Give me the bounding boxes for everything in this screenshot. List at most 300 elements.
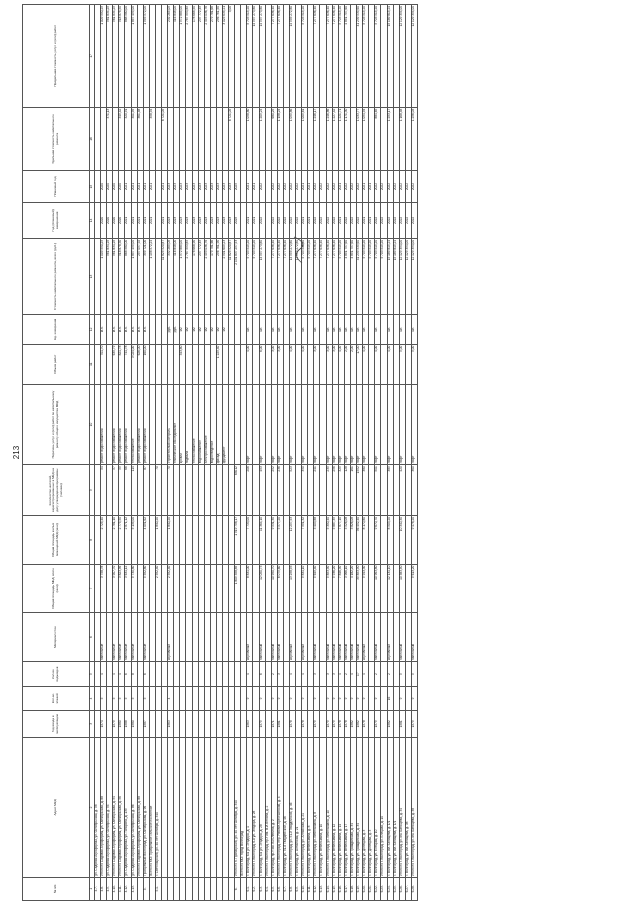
column-header: Количество жителей, зарегистрированных в МКД на дату утверждения программы (человек) <box>23 465 90 516</box>
table-cell: лифт <box>290 384 296 464</box>
table-cell: м.п. <box>101 315 107 345</box>
table-cell: 6,00 <box>259 344 265 384</box>
table-cell: 1 246,86 <box>326 107 332 170</box>
table-cell: м.п. <box>137 315 143 345</box>
table-cell: шт. <box>344 315 350 345</box>
table-cell: лифт <box>314 384 320 464</box>
table-cell: 5 <box>101 687 107 710</box>
table-cell: 3 <box>326 661 332 686</box>
table-cell: 6.1. <box>247 877 253 900</box>
table-cell: 1 840,20 <box>168 516 174 565</box>
table-cell: 1 972 885,00 <box>180 238 186 314</box>
table-cell: 7 277 636,40 <box>320 238 326 314</box>
table-cell: 1988 <box>125 710 131 738</box>
table-cell: 2 <box>271 661 277 686</box>
table-cell: 237 772,49 <box>198 238 204 314</box>
column-number: 5 <box>90 661 95 686</box>
table-cell: 2023 <box>198 202 204 238</box>
table-cell: 4 <box>119 661 125 686</box>
table-cell: 2022 <box>411 171 417 203</box>
table-cell: 5 <box>143 687 149 710</box>
table-cell: ул. Садовая Агрофирмы, ул. Октябрьская, д. 94 <box>107 738 113 878</box>
column-number: 7 <box>90 564 95 613</box>
table-cell: 2023 <box>168 202 174 238</box>
table-cell: лифт <box>411 384 417 464</box>
table-cell: 3 403,88 <box>314 516 320 565</box>
table-cell: 11 825 920,87 <box>229 238 235 314</box>
table-cell: 57 <box>113 465 119 516</box>
table-cell: 1 171,30 <box>344 107 350 170</box>
table-cell: 1 198,24 <box>277 107 283 170</box>
column-header: Объем работ <box>23 344 90 384</box>
table-cell: шт. <box>375 315 381 345</box>
table-cell: г. Волгоград, ул. Вебельмана, д. 17 <box>344 738 350 878</box>
table-cell: 39 893,90 <box>357 564 363 613</box>
table-cell: 5 135,00 <box>131 516 137 565</box>
table-cell: лифт <box>344 384 350 464</box>
table-cell: Всего по МО: Прибрежное сельское поселение <box>149 738 155 878</box>
table-cell: г. Волгоград, ул. Вебельмана, д. 14 <box>338 738 344 878</box>
table-cell: 161 <box>350 465 356 516</box>
table-cell: Итого по г. Волгоград, ул. им. Батищева, д. 38 <box>411 738 417 878</box>
table-cell: 4.8. <box>101 877 107 900</box>
table-cell: 54 <box>101 465 107 516</box>
table-cell: 3 025 635,21 <box>222 5 228 108</box>
table-cell: 7 277 636,40 <box>277 238 283 314</box>
column-number: 12 <box>90 315 95 345</box>
table-cell: 358,94 <box>149 107 155 170</box>
column-number: 6 <box>90 613 95 662</box>
table-cell: ремонт водоснабжения <box>125 384 131 464</box>
table-cell: панельный <box>326 613 332 662</box>
table-cell: 63012 <box>235 465 241 516</box>
table-cell: 3 631,12 <box>125 564 131 613</box>
table-cell: 4,00 <box>375 344 381 384</box>
table-cell: 9 <box>247 687 253 710</box>
table-cell: 2022 <box>259 171 265 203</box>
table-cell: 206 <box>247 465 253 516</box>
table-cell: г. Волгоград, ул. Донецкая, д. 3 <box>363 738 369 878</box>
table-cell: 1 595 972,00 <box>143 5 149 108</box>
table-cell: фасад <box>216 384 222 464</box>
table-cell: 1982 <box>387 710 393 738</box>
table-cell: 2022 <box>357 171 363 203</box>
table-cell: 2021 <box>338 171 344 203</box>
table-cell: 4 851 757,60 <box>344 5 350 108</box>
table-cell: 1979 <box>332 710 338 738</box>
table-cell: 114 <box>131 465 137 516</box>
column-number: 16 <box>90 107 95 170</box>
table-cell: 918 878,50 <box>119 5 125 108</box>
table-cell: 2020 <box>119 171 125 203</box>
table-cell: шт. <box>290 315 296 345</box>
table-cell: 1 209,24 <box>259 107 265 170</box>
table-cell: 2 <box>375 661 381 686</box>
table-cell: г. Волгоград, ул. Гражданская, д. 34 <box>350 738 356 878</box>
table-cell: 12 129 394,00 <box>399 5 405 108</box>
table-cell: 59 <box>119 465 125 516</box>
column-number: 3 <box>90 710 95 738</box>
table-cell: 12 257,93 <box>290 516 296 565</box>
table-cell: лифт <box>357 384 363 464</box>
table-cell: панельный <box>259 613 265 662</box>
table-cell: 6.25. <box>393 877 399 900</box>
table-cell: 2022 <box>271 202 277 238</box>
table-cell: 15 189 815,24 <box>393 238 399 314</box>
table-cell: 1963 <box>168 710 174 738</box>
table-cell: 7 877,10 <box>338 516 344 565</box>
table-cell: панельный <box>332 613 338 662</box>
table-cell: 70 <box>168 465 174 516</box>
table-cell: 3 526,08 <box>344 516 350 565</box>
table-cell: 9 531,30 <box>271 516 277 565</box>
table-cell: 1 009 990,29 <box>101 238 107 314</box>
table-cell: 493 <box>259 465 265 516</box>
table-cell: 6.17. <box>344 877 350 900</box>
table-cell: г. Волгоград, ул. 51-й Гвардейской, д. 46 <box>283 738 289 878</box>
table-cell: шт. <box>338 315 344 345</box>
table-cell: 4,00 <box>247 344 253 384</box>
column-number: 14 <box>90 202 95 238</box>
table-cell: 3 <box>332 661 338 686</box>
table-cell: г. Волгоград, ул. Вебельмана, д. 12 <box>332 738 338 878</box>
table-cell: 9 <box>290 687 296 710</box>
table-cell: 1982 <box>357 710 363 738</box>
table-cell: 2 <box>387 661 393 686</box>
table-cell: г. Волгоград, ул. Вебельмана, д. 10 <box>320 738 326 878</box>
table-cell: 5 887,39 <box>332 516 338 565</box>
table-cell: Итого по Садовая Агрофирмы, ул. Октябрьская, д. 88 <box>137 738 143 878</box>
table-cell: 1 009 990,29 <box>101 5 107 108</box>
table-cell: м2 <box>222 315 228 345</box>
table-cell: лифт <box>338 384 344 464</box>
table-cell: кирпичный <box>168 613 174 662</box>
table-cell: 296 761,90 <box>216 5 222 108</box>
table-cell: 5,00 <box>399 344 405 384</box>
table-cell: 4 <box>363 661 369 686</box>
table-cell: руб. <box>168 315 174 345</box>
table-cell: 626,00 <box>137 344 143 384</box>
table-cell: 2022 <box>326 171 332 203</box>
table-cell: 701,70 <box>101 344 107 384</box>
table-cell: 7 733,00 <box>247 516 253 565</box>
table-cell: 635,79 <box>113 344 119 384</box>
table-cell: 9 <box>326 687 332 710</box>
header-row <box>23 5 90 901</box>
table-cell: 6.18. <box>350 877 356 900</box>
table-cell: 235 <box>326 465 332 516</box>
table-cell: 961 834,25 <box>107 5 113 108</box>
table-cell: 9 <box>332 687 338 710</box>
table-cell: 2022 <box>271 171 277 203</box>
table-cell: м2 <box>204 315 210 345</box>
table-cell: 5. <box>143 877 149 900</box>
table-cell: 6 079,60 <box>277 564 283 613</box>
table-cell: 9 703 515,20 <box>338 238 344 314</box>
table-cell: Итого по г. Волгоград, пер. Рабоче-Крестьянский, д. 4 <box>277 738 283 878</box>
table-cell: м.п. <box>125 315 131 345</box>
table-cell: 2022 <box>350 171 356 203</box>
table-cell: 9 <box>350 687 356 710</box>
table-cell: 5 <box>411 661 417 686</box>
table-cell: 1981 <box>277 710 283 738</box>
table-cell: 13 298,93 <box>290 564 296 613</box>
table-cell: 4 <box>302 661 308 686</box>
table-cell: электроснабжение <box>204 384 210 464</box>
table-cell: 4,00 <box>363 344 369 384</box>
table-cell: 2023 <box>174 171 180 203</box>
table-cell: 4 182,20 <box>350 564 356 613</box>
table-cell: панельный <box>338 613 344 662</box>
table-cell: 2021 <box>149 171 155 203</box>
table-cell: 9 <box>411 687 417 710</box>
table-cell: 6.28. <box>411 877 417 900</box>
table-cell: 2021 <box>253 202 259 238</box>
table-cell: ремонт водоснабжения <box>119 384 125 464</box>
table-cell: лифт <box>375 384 381 464</box>
table-cell: кирпичный <box>302 613 308 662</box>
table-cell: 241 <box>314 465 320 516</box>
table-cell: 9 703 515,20 <box>308 238 314 314</box>
table-cell: 2023 <box>204 171 210 203</box>
table-cell: 741,78 <box>125 344 131 384</box>
table-cell: лифт <box>247 384 253 464</box>
table-cell: панельные <box>143 613 149 662</box>
table-cell: 9 <box>302 687 308 710</box>
table-cell: м.п. <box>143 315 149 345</box>
table-cell: шт. <box>399 315 405 345</box>
table-cell: Итого по Садовая Агрофирмы, ул. Октябрьская, д. 94 <box>113 738 119 878</box>
column-header: Общая площадь МКД, всего (кв.м) <box>23 564 90 613</box>
table-cell: г. Волгоград, ул. Гражданская, д. 34 <box>357 738 363 878</box>
table-cell: ремонт водоснабжения <box>137 384 143 464</box>
table-cell: 9 703 515,20 <box>302 5 308 108</box>
table-cell: шт. <box>411 315 417 345</box>
table-cell: 4 <box>338 661 344 686</box>
table-cell: 1978 <box>338 710 344 738</box>
table-cell: панельный <box>344 613 350 662</box>
table-cell: 8 831,00 <box>247 564 253 613</box>
table-cell: панельный <box>277 613 283 662</box>
table-cell: 6 721,09 <box>162 107 168 170</box>
table-cell: Итого по п. Приморский, ул. 40 лет Октября, д. 340 <box>235 738 241 878</box>
table-cell: 2022 <box>283 202 289 238</box>
table-cell: 1 095,86 <box>290 107 296 170</box>
table-cell: 9 943,30 <box>363 564 369 613</box>
table-cell: 11 825 920,87 <box>162 238 168 314</box>
table-cell: Всего по МО: город Волгоград <box>241 738 247 878</box>
table-cell: 2022 <box>381 171 387 203</box>
table-cell: м2 <box>210 315 216 345</box>
table-cell: 1982 <box>350 710 356 738</box>
table-cell: 1974 <box>101 710 107 738</box>
table-cell: 7 846,90 <box>338 564 344 613</box>
table-cell: 2023 <box>204 202 210 238</box>
table-cell: 9 703 515,20 <box>375 238 381 314</box>
table-cell: 9 703 515,20 <box>375 5 381 108</box>
table-cell: 680,25 <box>271 107 277 170</box>
table-cell: техническое обследование <box>174 384 180 464</box>
column-number: 17 <box>90 5 95 108</box>
table-cell: 9 <box>314 687 320 710</box>
table-cell: 2022 <box>277 202 283 238</box>
table-cell: 4 851 757,60 <box>350 238 356 314</box>
table-cell: 2 781,10 <box>113 516 119 565</box>
table-cell: панельные <box>101 613 107 662</box>
table-cell: 6. <box>235 877 241 900</box>
table-cell: 9 703 515,20 <box>369 238 375 314</box>
table-cell: Прибрежный Волгоград, ул. Октябрьская, д. 96 <box>143 738 149 878</box>
table-cell: 6 <box>259 661 265 686</box>
table-cell: 9 670,70 <box>375 516 381 565</box>
table-cell: ремонт водоснабжения <box>113 384 119 464</box>
table-cell: 1979 <box>113 710 119 738</box>
table-cell: 1 158 972,24 <box>149 238 155 314</box>
table-cell: 2029 <box>235 171 241 203</box>
table-cell: 9 613,20 <box>411 564 417 613</box>
table-cell: 2023 <box>222 171 228 203</box>
table-cell: 9 703 515,20 <box>381 238 387 314</box>
table-cell: м2 <box>216 315 222 345</box>
table-cell: 15 189 815,24 <box>387 238 393 314</box>
table-cell: 9 <box>399 687 405 710</box>
table-cell: лифт <box>271 384 277 464</box>
table-cell: 1 227,42 <box>332 107 338 170</box>
table-cell: 2020 <box>101 171 107 203</box>
table-cell: панельный <box>375 613 381 662</box>
table-cell: 1963 <box>247 710 253 738</box>
table-cell: 523 <box>290 465 296 516</box>
table-cell: лифт <box>399 384 405 464</box>
table-cell: 14 555 272,80 <box>290 238 296 314</box>
table-cell: теплоснабжение <box>131 384 137 464</box>
table-cell: г. Волгоград, ул. Елецкая, д. 10 <box>375 738 381 878</box>
table-cell: 1979 <box>411 710 417 738</box>
table-cell: 380 <box>363 465 369 516</box>
column-header: Плановый год <box>23 171 90 203</box>
table-cell: 4,00 <box>290 344 296 384</box>
table-cell: г. Волгоград, ул. Донецкая, д. 3 <box>369 738 375 878</box>
table-cell: 66 <box>125 465 131 516</box>
table-cell: 2022 <box>399 171 405 203</box>
table-cell: 4,00 <box>302 344 308 384</box>
table-cell: 10 340,30 <box>399 516 405 565</box>
table-cell: 17,00 <box>357 344 363 384</box>
table-cell: 1978 <box>344 710 350 738</box>
table-cell: теплоснабжение <box>192 384 198 464</box>
table-cell: 3 966,10 <box>344 564 350 613</box>
table-cell: 2022 <box>296 171 302 203</box>
table-cell: водоснабжение <box>198 384 204 464</box>
table-cell: 2022 <box>259 202 265 238</box>
table-cell: 2 871,12 <box>125 516 131 565</box>
table-cell: 2022 <box>290 202 296 238</box>
table-cell: 36 492,40 <box>357 516 363 565</box>
table-cell: 2022 <box>375 202 381 238</box>
table-cell: 2022 <box>375 171 381 203</box>
table-cell: 10 990,70 <box>271 564 277 613</box>
table-cell: 1978 <box>290 710 296 738</box>
table-cell: 2023 <box>186 202 192 238</box>
table-cell: 2022 <box>350 202 356 238</box>
handwritten-mark <box>290 235 306 265</box>
table-cell: 961 834,25 <box>107 238 113 314</box>
table-cell: 2022 <box>326 202 332 238</box>
table-cell: 1980 <box>131 710 137 738</box>
table-cell: 3 826,08 <box>350 516 356 565</box>
table-cell: 7 277 636,40 <box>271 5 277 108</box>
table-cell: ул. Садовая Агрофирмы, ул. Гагарина, д. 135 <box>125 738 131 878</box>
table-cell: ремонт водоснабжения <box>101 384 107 464</box>
table-cell: 6.8. <box>290 877 296 900</box>
table-cell: м2 <box>180 315 186 345</box>
table-cell: кирпичный <box>290 613 296 662</box>
table-cell: 256 <box>332 465 338 516</box>
table-cell: 6.19. <box>357 877 363 900</box>
table-cell: 4,00 <box>387 344 393 384</box>
table-cell: 371,13 <box>107 107 113 170</box>
table-cell: 868 980,00 <box>125 238 131 314</box>
table-cell: 4 091,62 <box>143 516 149 565</box>
table-body <box>95 5 418 901</box>
table-cell: 2021 <box>131 202 137 238</box>
table-cell: шт. <box>277 315 283 345</box>
table-cell: 9 703 515,20 <box>253 238 259 314</box>
table-cell: 2022 <box>283 171 289 203</box>
table-cell: 2 592,40 <box>155 564 161 613</box>
table-cell: г. Светлоярский, ул. 40 лет Октября, д. 340 <box>155 738 161 878</box>
table-cell: 2022 <box>332 171 338 203</box>
table-cell: 6.21. <box>369 877 375 900</box>
table-cell: 9 <box>338 687 344 710</box>
table-cell: м.п. <box>131 315 137 345</box>
column-header: № п/п <box>23 877 90 900</box>
page-number: 213 <box>12 445 21 460</box>
table-cell: 9 831,10 <box>302 564 308 613</box>
table-cell: 7 277 636,40 <box>332 5 338 108</box>
table-cell: 2022 <box>405 202 411 238</box>
table-cell: 12 050,73 <box>259 564 265 613</box>
table-cell: 41 239 939,60 <box>357 5 363 108</box>
table-cell: 7 951,32 <box>302 516 308 565</box>
table-cell: 5 893,90 <box>326 564 332 613</box>
table-cell: 1979 <box>375 710 381 738</box>
column-number: 9 <box>90 465 95 516</box>
table-cell: 11 364,10 <box>259 516 265 565</box>
table-cell: шт. <box>350 315 356 345</box>
column-header: Материал стен <box>23 613 90 662</box>
table-cell: фундамент <box>222 384 228 464</box>
table-cell: 2022 <box>357 202 363 238</box>
table-cell: 12 129 394,00 <box>405 238 411 314</box>
table-cell: Итого по г. Волгоград, ул. Елецкая, д. 10 <box>381 738 387 878</box>
table-cell: 2021 <box>143 202 149 238</box>
table-cell: 2022 <box>320 202 326 238</box>
table-cell: 87 <box>143 465 149 516</box>
table-cell: 2021 <box>253 171 259 203</box>
table-cell: панельные <box>125 613 131 662</box>
table-cell: шт. <box>259 315 265 345</box>
table-cell: 6.26. <box>399 877 405 900</box>
table-cell: 12 129 394,00 <box>411 238 417 314</box>
table-cell: 5 730,80 <box>131 564 137 613</box>
table-cell: 2023 <box>168 171 174 203</box>
table-cell: 1 857 499,00 <box>131 238 137 314</box>
table-cell: 2 493 036,76 <box>204 5 210 108</box>
table-cell: шт. <box>387 315 393 345</box>
table-cell: 6.6. <box>277 877 283 900</box>
table-cell: г. Волгоград, 6-я ул. Эгидора, д. 1 <box>247 738 253 878</box>
